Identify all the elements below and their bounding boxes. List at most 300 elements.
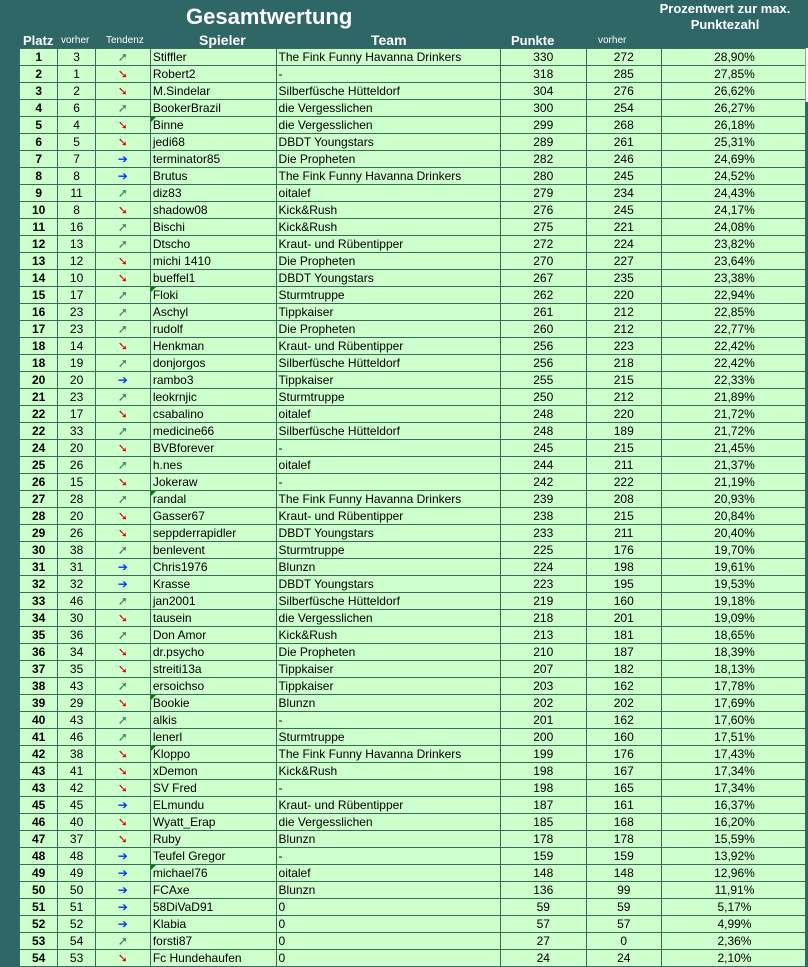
cell-spieler[interactable]: rambo3	[150, 372, 276, 389]
cell-percent[interactable]: 21,72%	[661, 406, 807, 423]
cell-platz[interactable]: 10	[20, 202, 58, 219]
cell-vorher[interactable]: 19	[58, 355, 95, 372]
cell-vorher[interactable]: 43	[58, 678, 95, 695]
cell-vorher-punkte[interactable]: 268	[586, 117, 661, 134]
cell-punkte[interactable]: 275	[500, 219, 586, 236]
cell-vorher-punkte[interactable]: 198	[586, 559, 661, 576]
cell-percent[interactable]: 17,51%	[661, 729, 807, 746]
cell-team[interactable]: Kick&Rush	[276, 219, 500, 236]
cell-tendenz[interactable]	[95, 593, 150, 610]
cell-spieler[interactable]: Bischi	[150, 219, 276, 236]
cell-percent[interactable]: 21,45%	[661, 440, 807, 457]
cell-punkte[interactable]: 201	[500, 712, 586, 729]
cell-vorher[interactable]: 17	[58, 406, 95, 423]
cell-vorher-punkte[interactable]: 176	[586, 746, 661, 763]
cell-percent[interactable]: 22,42%	[661, 355, 807, 372]
cell-punkte[interactable]: 202	[500, 695, 586, 712]
cell-tendenz[interactable]	[95, 338, 150, 355]
cell-vorher-punkte[interactable]: 254	[586, 100, 661, 117]
cell-percent[interactable]: 21,19%	[661, 474, 807, 491]
cell-vorher[interactable]: 29	[58, 695, 95, 712]
cell-spieler[interactable]: Robert2	[150, 66, 276, 83]
cell-percent[interactable]: 16,37%	[661, 797, 807, 814]
cell-platz[interactable]: 27	[20, 491, 58, 508]
cell-punkte[interactable]: 245	[500, 440, 586, 457]
cell-team[interactable]: 0	[276, 950, 500, 967]
cell-punkte[interactable]: 223	[500, 576, 586, 593]
cell-vorher[interactable]: 34	[58, 644, 95, 661]
cell-percent[interactable]: 27,85%	[661, 66, 807, 83]
cell-vorher-punkte[interactable]: 272	[586, 49, 661, 66]
cell-vorher-punkte[interactable]: 201	[586, 610, 661, 627]
cell-vorher[interactable]: 4	[58, 117, 95, 134]
cell-team[interactable]: Kraut- und Rübentipper	[276, 236, 500, 253]
cell-vorher-punkte[interactable]: 195	[586, 576, 661, 593]
cell-vorher[interactable]: 51	[58, 899, 95, 916]
cell-platz[interactable]: 32	[20, 576, 58, 593]
cell-vorher-punkte[interactable]: 212	[586, 321, 661, 338]
cell-vorher-punkte[interactable]: 220	[586, 406, 661, 423]
cell-tendenz[interactable]	[95, 542, 150, 559]
cell-platz[interactable]: 35	[20, 627, 58, 644]
cell-percent[interactable]: 24,08%	[661, 219, 807, 236]
cell-platz[interactable]: 4	[20, 100, 58, 117]
cell-team[interactable]: Blunzn	[276, 695, 500, 712]
cell-percent[interactable]: 23,38%	[661, 270, 807, 287]
cell-spieler[interactable]: benlevent	[150, 542, 276, 559]
cell-platz[interactable]: 34	[20, 610, 58, 627]
cell-punkte[interactable]: 255	[500, 372, 586, 389]
cell-vorher[interactable]: 3	[58, 49, 95, 66]
cell-punkte[interactable]: 276	[500, 202, 586, 219]
cell-vorher-punkte[interactable]: 187	[586, 644, 661, 661]
cell-punkte[interactable]: 200	[500, 729, 586, 746]
cell-team[interactable]: Sturmtruppe	[276, 542, 500, 559]
cell-percent[interactable]: 11,91%	[661, 882, 807, 899]
cell-vorher-punkte[interactable]: 160	[586, 729, 661, 746]
cell-vorher[interactable]: 26	[58, 457, 95, 474]
cell-punkte[interactable]: 248	[500, 423, 586, 440]
cell-vorher-punkte[interactable]: 235	[586, 270, 661, 287]
column-header-team[interactable]: Team	[371, 32, 407, 48]
cell-tendenz[interactable]	[95, 525, 150, 542]
cell-tendenz[interactable]	[95, 559, 150, 576]
cell-team[interactable]: oitalef	[276, 185, 500, 202]
column-header-percent[interactable]: Prozentwert zur max. Punktezahl	[659, 1, 791, 32]
cell-platz[interactable]: 8	[20, 168, 58, 185]
cell-platz[interactable]: 43	[20, 780, 58, 797]
cell-vorher[interactable]: 30	[58, 610, 95, 627]
cell-spieler[interactable]: lenerl	[150, 729, 276, 746]
cell-punkte[interactable]: 218	[500, 610, 586, 627]
cell-percent[interactable]: 17,69%	[661, 695, 807, 712]
cell-spieler[interactable]: Bookie	[150, 695, 276, 712]
cell-vorher-punkte[interactable]: 215	[586, 508, 661, 525]
cell-platz[interactable]: 20	[20, 372, 58, 389]
cell-vorher-punkte[interactable]: 215	[586, 372, 661, 389]
cell-vorher[interactable]: 37	[58, 831, 95, 848]
cell-percent[interactable]: 24,52%	[661, 168, 807, 185]
cell-platz[interactable]: 18	[20, 338, 58, 355]
cell-platz[interactable]: 2	[20, 66, 58, 83]
cell-vorher[interactable]: 42	[58, 780, 95, 797]
cell-vorher[interactable]: 23	[58, 304, 95, 321]
cell-platz[interactable]: 22	[20, 406, 58, 423]
cell-platz[interactable]: 5	[20, 117, 58, 134]
cell-punkte[interactable]: 256	[500, 355, 586, 372]
cell-vorher-punkte[interactable]: 276	[586, 83, 661, 100]
cell-team[interactable]: Kick&Rush	[276, 627, 500, 644]
cell-vorher[interactable]: 41	[58, 763, 95, 780]
cell-spieler[interactable]: rudolf	[150, 321, 276, 338]
cell-team[interactable]: oitalef	[276, 865, 500, 882]
cell-percent[interactable]: 16,20%	[661, 814, 807, 831]
cell-platz[interactable]: 3	[20, 83, 58, 100]
cell-vorher-punkte[interactable]: 168	[586, 814, 661, 831]
cell-tendenz[interactable]	[95, 848, 150, 865]
cell-percent[interactable]: 26,18%	[661, 117, 807, 134]
cell-tendenz[interactable]	[95, 814, 150, 831]
cell-platz[interactable]: 43	[20, 763, 58, 780]
cell-percent[interactable]: 5,17%	[661, 899, 807, 916]
cell-tendenz[interactable]	[95, 423, 150, 440]
cell-spieler[interactable]: michael76	[150, 865, 276, 882]
column-header-punkte[interactable]: Punkte	[511, 33, 555, 48]
cell-vorher-punkte[interactable]: 167	[586, 763, 661, 780]
cell-team[interactable]: 0	[276, 899, 500, 916]
cell-team[interactable]: Die Propheten	[276, 151, 500, 168]
cell-vorher-punkte[interactable]: 245	[586, 202, 661, 219]
cell-platz[interactable]: 12	[20, 236, 58, 253]
cell-vorher-punkte[interactable]: 224	[586, 236, 661, 253]
cell-tendenz[interactable]	[95, 950, 150, 967]
cell-percent[interactable]: 12,96%	[661, 865, 807, 882]
cell-punkte[interactable]: 210	[500, 644, 586, 661]
cell-vorher-punkte[interactable]: 99	[586, 882, 661, 899]
cell-spieler[interactable]: Teufel Gregor	[150, 848, 276, 865]
cell-team[interactable]: The Fink Funny Havanna Drinkers	[276, 491, 500, 508]
cell-spieler[interactable]: ersoichso	[150, 678, 276, 695]
cell-tendenz[interactable]	[95, 746, 150, 763]
cell-punkte[interactable]: 300	[500, 100, 586, 117]
cell-punkte[interactable]: 282	[500, 151, 586, 168]
cell-spieler[interactable]: bueffel1	[150, 270, 276, 287]
cell-vorher-punkte[interactable]: 227	[586, 253, 661, 270]
cell-team[interactable]: Kick&Rush	[276, 763, 500, 780]
cell-platz[interactable]: 46	[20, 814, 58, 831]
cell-vorher-punkte[interactable]: 148	[586, 865, 661, 882]
cell-punkte[interactable]: 318	[500, 66, 586, 83]
cell-vorher[interactable]: 5	[58, 134, 95, 151]
cell-platz[interactable]: 52	[20, 916, 58, 933]
cell-tendenz[interactable]	[95, 185, 150, 202]
cell-vorher-punkte[interactable]: 218	[586, 355, 661, 372]
cell-tendenz[interactable]	[95, 763, 150, 780]
cell-platz[interactable]: 39	[20, 695, 58, 712]
cell-vorher-punkte[interactable]: 220	[586, 287, 661, 304]
cell-platz[interactable]: 21	[20, 389, 58, 406]
cell-tendenz[interactable]	[95, 389, 150, 406]
cell-percent[interactable]: 24,17%	[661, 202, 807, 219]
cell-vorher-punkte[interactable]: 162	[586, 678, 661, 695]
cell-team[interactable]: Tippkaiser	[276, 304, 500, 321]
cell-team[interactable]: Sturmtruppe	[276, 389, 500, 406]
cell-percent[interactable]: 22,77%	[661, 321, 807, 338]
cell-spieler[interactable]: medicine66	[150, 423, 276, 440]
cell-tendenz[interactable]	[95, 117, 150, 134]
cell-tendenz[interactable]	[95, 49, 150, 66]
cell-spieler[interactable]: Stiffler	[150, 49, 276, 66]
cell-vorher[interactable]: 38	[58, 542, 95, 559]
cell-team[interactable]: Blunzn	[276, 559, 500, 576]
cell-team[interactable]: Silberfüsche Hütteldorf	[276, 593, 500, 610]
cell-punkte[interactable]: 199	[500, 746, 586, 763]
cell-vorher-punkte[interactable]: 245	[586, 168, 661, 185]
cell-team[interactable]: Silberfüsche Hütteldorf	[276, 423, 500, 440]
cell-team[interactable]: The Fink Funny Havanna Drinkers	[276, 746, 500, 763]
cell-percent[interactable]: 17,34%	[661, 780, 807, 797]
cell-platz[interactable]: 16	[20, 304, 58, 321]
cell-punkte[interactable]: 244	[500, 457, 586, 474]
cell-punkte[interactable]: 148	[500, 865, 586, 882]
cell-percent[interactable]: 21,37%	[661, 457, 807, 474]
cell-vorher-punkte[interactable]: 189	[586, 423, 661, 440]
cell-team[interactable]: Sturmtruppe	[276, 729, 500, 746]
cell-punkte[interactable]: 213	[500, 627, 586, 644]
cell-tendenz[interactable]	[95, 916, 150, 933]
cell-tendenz[interactable]	[95, 440, 150, 457]
cell-vorher[interactable]: 43	[58, 712, 95, 729]
cell-team[interactable]: Kraut- und Rübentipper	[276, 797, 500, 814]
cell-team[interactable]: 0	[276, 916, 500, 933]
cell-tendenz[interactable]	[95, 474, 150, 491]
cell-percent[interactable]: 21,89%	[661, 389, 807, 406]
cell-percent[interactable]: 20,93%	[661, 491, 807, 508]
cell-team[interactable]: Blunzn	[276, 882, 500, 899]
cell-vorher[interactable]: 26	[58, 525, 95, 542]
cell-platz[interactable]: 33	[20, 593, 58, 610]
cell-vorher-punkte[interactable]: 221	[586, 219, 661, 236]
cell-spieler[interactable]: csabalino	[150, 406, 276, 423]
cell-punkte[interactable]: 260	[500, 321, 586, 338]
cell-punkte[interactable]: 279	[500, 185, 586, 202]
cell-platz[interactable]: 41	[20, 729, 58, 746]
cell-tendenz[interactable]	[95, 729, 150, 746]
cell-team[interactable]: Tippkaiser	[276, 372, 500, 389]
cell-percent[interactable]: 19,53%	[661, 576, 807, 593]
cell-percent[interactable]: 22,94%	[661, 287, 807, 304]
cell-spieler[interactable]: Wyatt_Erap	[150, 814, 276, 831]
cell-vorher[interactable]: 13	[58, 236, 95, 253]
cell-vorher[interactable]: 32	[58, 576, 95, 593]
cell-platz[interactable]: 48	[20, 848, 58, 865]
cell-tendenz[interactable]	[95, 797, 150, 814]
cell-tendenz[interactable]	[95, 933, 150, 950]
cell-punkte[interactable]: 238	[500, 508, 586, 525]
cell-tendenz[interactable]	[95, 644, 150, 661]
cell-vorher[interactable]: 49	[58, 865, 95, 882]
cell-percent[interactable]: 2,10%	[661, 950, 807, 967]
cell-spieler[interactable]: streiti13a	[150, 661, 276, 678]
cell-punkte[interactable]: 280	[500, 168, 586, 185]
cell-team[interactable]: DBDT Youngstars	[276, 134, 500, 151]
cell-vorher-punkte[interactable]: 261	[586, 134, 661, 151]
cell-platz[interactable]: 47	[20, 831, 58, 848]
cell-tendenz[interactable]	[95, 780, 150, 797]
cell-spieler[interactable]: SV Fred	[150, 780, 276, 797]
cell-vorher[interactable]: 28	[58, 491, 95, 508]
cell-team[interactable]: Silberfüsche Hütteldorf	[276, 83, 500, 100]
cell-platz[interactable]: 18	[20, 355, 58, 372]
cell-platz[interactable]: 42	[20, 746, 58, 763]
cell-vorher-punkte[interactable]: 215	[586, 440, 661, 457]
cell-spieler[interactable]: h.nes	[150, 457, 276, 474]
cell-team[interactable]: The Fink Funny Havanna Drinkers	[276, 49, 500, 66]
cell-vorher-punkte[interactable]: 223	[586, 338, 661, 355]
cell-percent[interactable]: 22,85%	[661, 304, 807, 321]
cell-punkte[interactable]: 198	[500, 780, 586, 797]
cell-spieler[interactable]: Aschyl	[150, 304, 276, 321]
cell-percent[interactable]: 18,65%	[661, 627, 807, 644]
cell-team[interactable]: The Fink Funny Havanna Drinkers	[276, 168, 500, 185]
cell-platz[interactable]: 17	[20, 321, 58, 338]
cell-team[interactable]: -	[276, 780, 500, 797]
cell-percent[interactable]: 17,60%	[661, 712, 807, 729]
cell-percent[interactable]: 23,64%	[661, 253, 807, 270]
cell-vorher[interactable]: 10	[58, 270, 95, 287]
cell-spieler[interactable]: tausein	[150, 610, 276, 627]
cell-team[interactable]: 0	[276, 933, 500, 950]
cell-punkte[interactable]: 136	[500, 882, 586, 899]
cell-vorher[interactable]: 40	[58, 814, 95, 831]
cell-percent[interactable]: 19,61%	[661, 559, 807, 576]
cell-platz[interactable]: 24	[20, 440, 58, 457]
cell-vorher[interactable]: 45	[58, 797, 95, 814]
cell-team[interactable]: Sturmtruppe	[276, 287, 500, 304]
cell-team[interactable]: die Vergesslichen	[276, 814, 500, 831]
cell-percent[interactable]: 20,84%	[661, 508, 807, 525]
cell-vorher[interactable]: 16	[58, 219, 95, 236]
cell-percent[interactable]: 26,27%	[661, 100, 807, 117]
cell-spieler[interactable]: FCAxe	[150, 882, 276, 899]
cell-vorher-punkte[interactable]: 181	[586, 627, 661, 644]
cell-vorher[interactable]: 46	[58, 593, 95, 610]
cell-team[interactable]: Tippkaiser	[276, 661, 500, 678]
cell-spieler[interactable]: Chris1976	[150, 559, 276, 576]
cell-tendenz[interactable]	[95, 304, 150, 321]
cell-spieler[interactable]: Krasse	[150, 576, 276, 593]
cell-vorher[interactable]: 50	[58, 882, 95, 899]
cell-tendenz[interactable]	[95, 355, 150, 372]
cell-punkte[interactable]: 198	[500, 763, 586, 780]
cell-spieler[interactable]: M.Sindelar	[150, 83, 276, 100]
column-header-platz[interactable]: Platz	[23, 33, 54, 48]
cell-team[interactable]: oitalef	[276, 406, 500, 423]
cell-vorher-punkte[interactable]: 159	[586, 848, 661, 865]
cell-tendenz[interactable]	[95, 151, 150, 168]
cell-punkte[interactable]: 57	[500, 916, 586, 933]
cell-vorher-punkte[interactable]: 162	[586, 712, 661, 729]
cell-team[interactable]: DBDT Youngstars	[276, 576, 500, 593]
cell-percent[interactable]: 28,90%	[661, 49, 807, 66]
cell-tendenz[interactable]	[95, 576, 150, 593]
cell-percent[interactable]: 23,82%	[661, 236, 807, 253]
cell-tendenz[interactable]	[95, 168, 150, 185]
cell-punkte[interactable]: 304	[500, 83, 586, 100]
cell-spieler[interactable]: diz83	[150, 185, 276, 202]
column-header-tendenz[interactable]: Tendenz	[106, 35, 144, 46]
cell-vorher[interactable]: 48	[58, 848, 95, 865]
cell-percent[interactable]: 19,70%	[661, 542, 807, 559]
cell-punkte[interactable]: 250	[500, 389, 586, 406]
cell-tendenz[interactable]	[95, 627, 150, 644]
cell-percent[interactable]: 18,13%	[661, 661, 807, 678]
cell-spieler[interactable]: jedi68	[150, 134, 276, 151]
cell-vorher[interactable]: 7	[58, 151, 95, 168]
cell-spieler[interactable]: Dtscho	[150, 236, 276, 253]
cell-vorher[interactable]: 31	[58, 559, 95, 576]
cell-tendenz[interactable]	[95, 134, 150, 151]
cell-spieler[interactable]: Fc Hundehaufen	[150, 950, 276, 967]
cell-percent[interactable]: 25,31%	[661, 134, 807, 151]
cell-tendenz[interactable]	[95, 695, 150, 712]
cell-platz[interactable]: 36	[20, 644, 58, 661]
cell-platz[interactable]: 49	[20, 865, 58, 882]
cell-tendenz[interactable]	[95, 457, 150, 474]
cell-vorher[interactable]: 11	[58, 185, 95, 202]
cell-punkte[interactable]: 224	[500, 559, 586, 576]
cell-percent[interactable]: 20,40%	[661, 525, 807, 542]
cell-punkte[interactable]: 270	[500, 253, 586, 270]
cell-vorher[interactable]: 23	[58, 389, 95, 406]
cell-vorher-punkte[interactable]: 285	[586, 66, 661, 83]
cell-spieler[interactable]: 58DiVaD91	[150, 899, 276, 916]
cell-vorher-punkte[interactable]: 161	[586, 797, 661, 814]
cell-platz[interactable]: 53	[20, 933, 58, 950]
cell-spieler[interactable]: leokrnjic	[150, 389, 276, 406]
cell-platz[interactable]: 38	[20, 678, 58, 695]
cell-vorher-punkte[interactable]: 212	[586, 304, 661, 321]
cell-tendenz[interactable]	[95, 865, 150, 882]
cell-team[interactable]: die Vergesslichen	[276, 100, 500, 117]
cell-punkte[interactable]: 262	[500, 287, 586, 304]
cell-spieler[interactable]: Henkman	[150, 338, 276, 355]
cell-vorher[interactable]: 23	[58, 321, 95, 338]
cell-percent[interactable]: 24,69%	[661, 151, 807, 168]
cell-vorher[interactable]: 14	[58, 338, 95, 355]
cell-punkte[interactable]: 289	[500, 134, 586, 151]
cell-tendenz[interactable]	[95, 253, 150, 270]
cell-platz[interactable]: 11	[20, 219, 58, 236]
cell-vorher[interactable]: 20	[58, 440, 95, 457]
cell-tendenz[interactable]	[95, 491, 150, 508]
cell-team[interactable]: Kick&Rush	[276, 202, 500, 219]
cell-punkte[interactable]: 203	[500, 678, 586, 695]
cell-tendenz[interactable]	[95, 83, 150, 100]
cell-tendenz[interactable]	[95, 236, 150, 253]
cell-vorher-punkte[interactable]: 211	[586, 457, 661, 474]
cell-spieler[interactable]: terminator85	[150, 151, 276, 168]
cell-vorher[interactable]: 52	[58, 916, 95, 933]
cell-percent[interactable]: 24,43%	[661, 185, 807, 202]
cell-punkte[interactable]: 299	[500, 117, 586, 134]
cell-tendenz[interactable]	[95, 202, 150, 219]
cell-tendenz[interactable]	[95, 712, 150, 729]
cell-punkte[interactable]: 330	[500, 49, 586, 66]
cell-team[interactable]: -	[276, 848, 500, 865]
cell-vorher-punkte[interactable]: 222	[586, 474, 661, 491]
cell-team[interactable]: -	[276, 474, 500, 491]
